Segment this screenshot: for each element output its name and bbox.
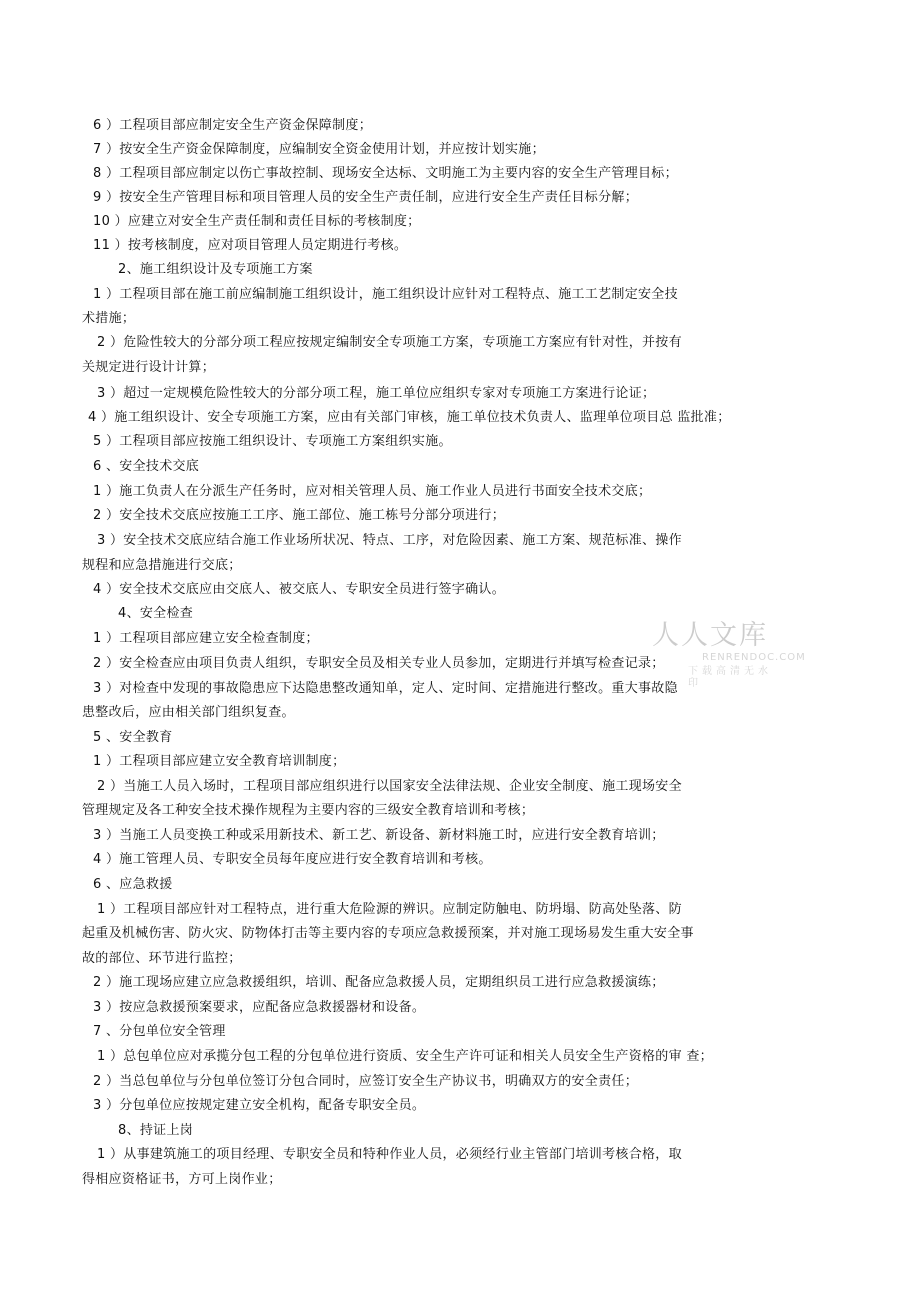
text-line: 4 ）施工管理人员、专职安全员每年度应进行安全教育培训和考核。 (93, 852, 492, 867)
text-line: 1 ）工程项目部应建立安全检查制度； (93, 631, 319, 646)
watermark-slogan: 下载高清无水印 (688, 666, 772, 689)
section-heading: 2、施工组织设计及专项施工方案 (118, 262, 313, 277)
text-line: 2 ）当总包单位与分包单位签订分包合同时，应签订安全生产协议书，明确双方的安全责任； (93, 1074, 639, 1089)
section-heading: 6 、安全技术交底 (93, 459, 200, 474)
section-heading: 6 、应急救援 (93, 877, 173, 892)
text-line: 4 ）施工组织设计、安全专项施工方案，应由有关部门审核，施工单位技术负责人、监理单位项目总 监批准； (88, 410, 731, 425)
text-line: 2 ）施工现场应建立应急救援组织，培训、配备应急救援人员，定期组织员工进行应急救援演练； (93, 975, 665, 990)
text-line: 得相应资格证书，方可上岗作业； (82, 1172, 282, 1187)
text-line: 11 ）按考核制度，应对项目管理人员定期进行考核。 (93, 238, 408, 253)
text-line: 1 ）总包单位应对承揽分包工程的分包单位进行资质、安全生产许可证和相关人员安全生产资格的审 查； (97, 1049, 713, 1064)
watermark-url: RENRENDOC.COM (702, 652, 806, 663)
text-line: 3 ）按应急救援预案要求，应配备应急救援器材和设备。 (93, 1000, 426, 1015)
watermark (640, 620, 806, 690)
text-line: 起重及机械伤害、防火灾、防物体打击等主要内容的专项应急救援预案，并对施工现场易发生重大安全事 (82, 926, 694, 941)
section-heading: 5 、安全教育 (93, 730, 173, 745)
text-line: 患整改后，应由相关部门组织复查。 (82, 705, 295, 720)
text-line: 1 ）工程项目部应针对工程特点，进行重大危险源的辨识。应制定防触电、防坍塌、防高处坠落、防 (97, 902, 682, 917)
text-line: 1 ）工程项目部应建立安全教育培训制度； (93, 754, 346, 769)
watermark-title: 人人文库 (652, 620, 768, 651)
text-line: 2 ）安全检查应由项目负责人组织，专职安全员及相关专业人员参加，定期进行并填写检查记录； (93, 656, 665, 671)
text-line: 2 ）安全技术交底应按施工工序、施工部位、施工栋号分部分项进行； (93, 508, 506, 523)
text-line: 术措施； (82, 311, 136, 326)
text-line: 4 ）安全技术交底应由交底人、被交底人、专职安全员进行签字确认。 (93, 582, 506, 597)
text-line: 2 ）危险性较大的分部分项工程应按规定编制安全专项施工方案，专项施工方案应有针对性，并按有 (97, 335, 682, 350)
text-line: 关规定进行设计计算； (82, 360, 216, 375)
text-line: 2 ）当施工人员入场时，工程项目部应组织进行以国家安全法律法规、企业安全制度、施工现场安全 (97, 779, 682, 794)
text-line: 规程和应急措施进行交底； (82, 558, 242, 573)
text-line: 3 ）安全技术交底应结合施工作业场所状况、特点、工序，对危险因素、施工方案、规范标准、操作 (97, 533, 682, 548)
text-line: 管理规定及各工种安全技术操作规程为主要内容的三级安全教育培训和考核； (82, 803, 535, 818)
text-line: 10 ）应建立对安全生产责任制和责任目标的考核制度； (93, 214, 421, 229)
text-line: 1 ）工程项目部在施工前应编制施工组织设计，施工组织设计应针对工程特点、施工工艺制定安全技 (93, 287, 678, 302)
text-line: 3 ）超过一定规模危险性较大的分部分项工程，施工单位应组织专家对专项施工方案进行论证； (97, 386, 656, 401)
section-heading: 7 、分包单位安全管理 (93, 1024, 226, 1039)
text-line: 9 ）按安全生产管理目标和项目管理人员的安全生产责任制，应进行安全生产责任目标分解； (93, 190, 639, 205)
text-line: 3 ）对检查中发现的事故隐患应下达隐患整改通知单，定人、定时间、定措施进行整改。重大事故隐 (93, 681, 678, 696)
text-line: 8 ）工程项目部应制定以伤亡事故控制、现场安全达标、文明施工为主要内容的安全生产管理目标； (93, 166, 678, 181)
text-line: 1 ）从事建筑施工的项目经理、专职安全员和特种作业人员，必须经行业主管部门培训考核合格，取 (97, 1147, 682, 1162)
text-line: 7 ）按安全生产资金保障制度，应编制安全资金使用计划，并应按计划实施； (93, 142, 545, 157)
section-heading: 4、安全检查 (118, 606, 194, 621)
text-line: 1 ）施工负责人在分派生产任务时，应对相关管理人员、施工作业人员进行书面安全技术交底； (93, 484, 652, 499)
text-line: 3 ）分包单位应按规定建立安全机构，配备专职安全员。 (93, 1098, 426, 1113)
text-line: 3 ）当施工人员变换工种或采用新技术、新工艺、新设备、新材料施工时，应进行安全教育培训； (93, 828, 665, 843)
text-line: 5 ）工程项目部应按施工组织设计、专项施工方案组织实施。 (93, 434, 452, 449)
section-heading: 8、持证上岗 (118, 1123, 194, 1138)
text-line: 6 ）工程项目部应制定安全生产资金保障制度； (93, 118, 373, 133)
text-line: 故的部位、环节进行监控； (82, 951, 242, 966)
